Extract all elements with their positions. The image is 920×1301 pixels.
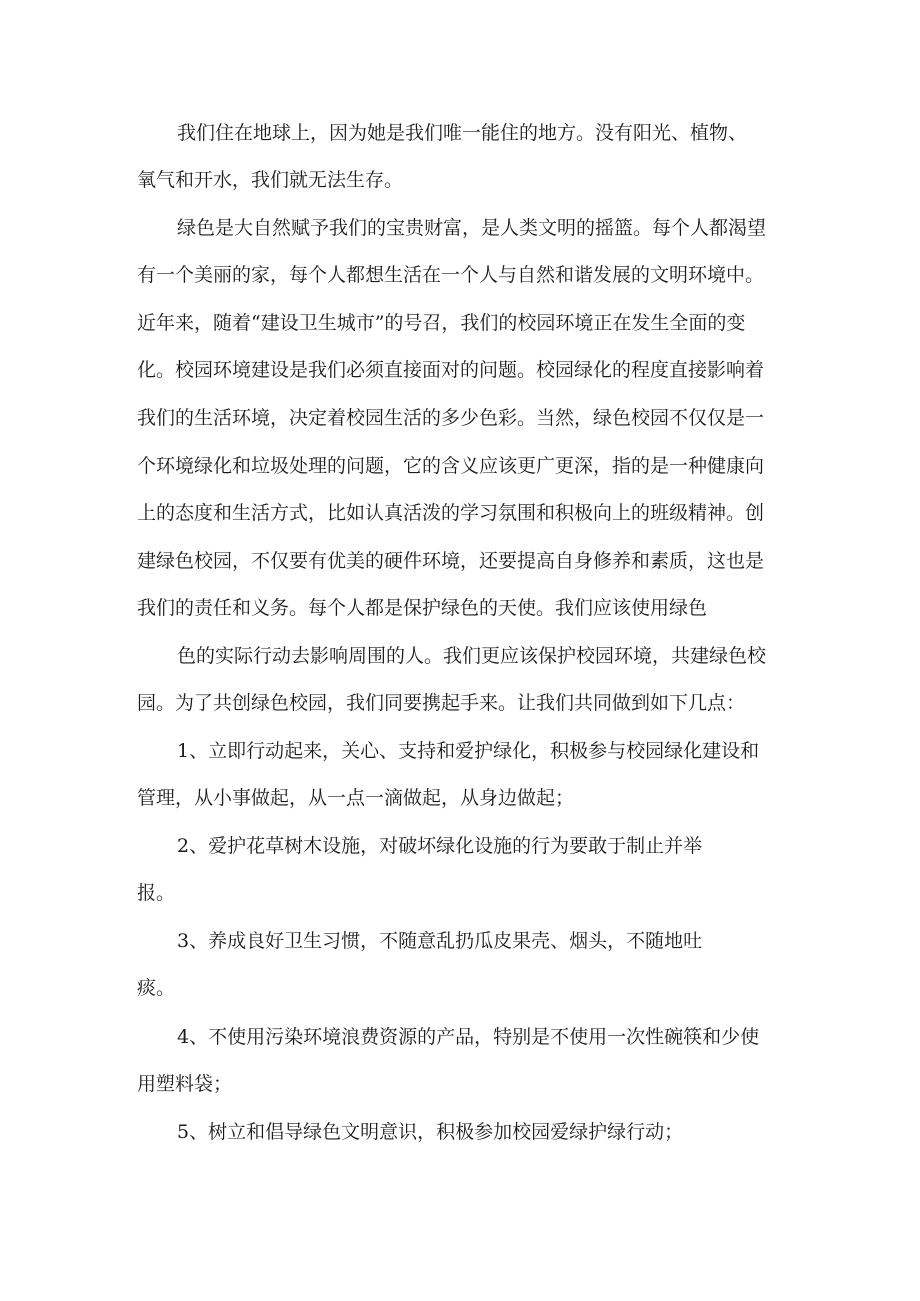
text-line: 报。 (137, 882, 176, 904)
text-line: 色的实际行动去影响周围的人。我们更应该保护校园环境，共建绿色校 (177, 645, 767, 667)
text-line: 建绿色校园，不仅要有优美的硬件环境，还要提高自身修养和素质，这也是 (137, 550, 765, 572)
text-line: 有一个美丽的家，每个人都想生活在一个人与自然和谐发展的文明环境中。 (137, 264, 765, 286)
text-line: 个环境绿化和垃圾处理的问题，它的含义应该更广更深，指的是一种健康向 (137, 455, 765, 477)
text-line: 痰。 (137, 977, 176, 999)
text-line: 5、树立和倡导绿色文明意识，积极参加校园爱绿护绿行动； (177, 1121, 684, 1143)
text-line: 园。为了共创绿色校园，我们同要携起手来。让我们共同做到如下几点： (137, 692, 746, 714)
text-line: 近年来，随着“建设卫生城市”的号召，我们的校园环境正在发生全面的变 (137, 312, 746, 334)
text-line: 我们的责任和义务。每个人都是保护绿色的天使。我们应该使用绿色 (137, 597, 708, 619)
text-line: 管理，从小事做起，从一点一滴做起，从身边做起； (137, 787, 575, 809)
text-line: 我们住在地球上，因为她是我们唯一能住的地方。没有阳光、植物、 (177, 122, 748, 144)
text-line: 2、爱护花草树木设施，对破坏绿化设施的行为要敢于制止并举 (177, 835, 703, 857)
text-line: 4、不使用污染环境浪费资源的产品，特别是不使用一次性碗筷和少使 (177, 1026, 760, 1048)
text-line: 1、立即行动起来，关心、支持和爱护绿化，积极参与校园绿化建设和 (177, 740, 760, 762)
text-line: 用塑料袋； (137, 1073, 233, 1095)
text-line: 上的态度和生活方式，比如认真活泼的学习氛围和积极向上的班级精神。创 (137, 502, 765, 524)
text-line: 氧气和开水，我们就无法生存。 (137, 169, 404, 191)
text-line: 化。校园环境建设是我们必须直接面对的问题。校园绿化的程度直接影响着 (137, 359, 765, 381)
text-line: 3、养成良好卫生习惯，不随意乱扔瓜皮果壳、烟头，不随地吐 (177, 930, 703, 952)
text-line: 我们的生活环境，决定着校园生活的多少色彩。当然，绿色校园不仅仅是一 (137, 407, 765, 429)
text-line: 绿色是大自然赋予我们的宝贵财富，是人类文明的摇篮。每个人都渴望 (177, 217, 767, 239)
